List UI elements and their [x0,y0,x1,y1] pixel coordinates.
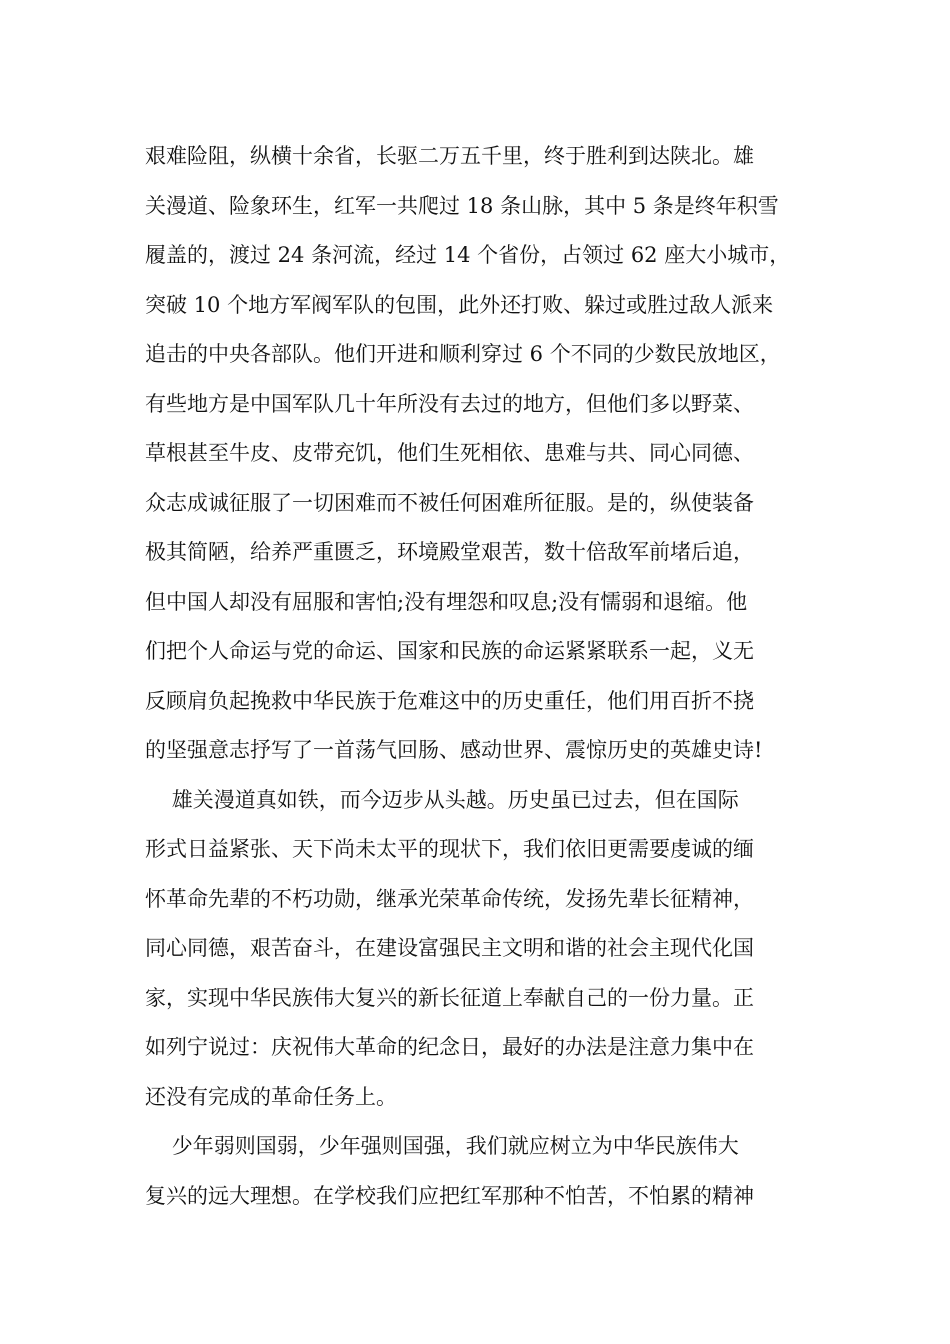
text-line: 还没有完成的革命任务上。 [145,1084,397,1109]
text-line: 履盖的，渡过 24 条河流，经过 14 个省份，占领过 62 座大小城市， [145,243,791,267]
text-line: 关漫道、险象环生，红军一共爬过 18 条山脉，其中 5 条是终年积雪 [145,193,779,218]
text-line: 形式日益紧张、天下尚未太平的现状下，我们依旧更需要虔诚的缅 [145,837,754,861]
text-line: 如列宁说过：庆祝伟大革命的纪念日，最好的办法是注意力集中在 [145,1035,754,1059]
text-line: 同心同德，艰苦奋斗，在建设富强民主文明和谐的社会主现代化国 [145,936,754,960]
text-line: 复兴的远大理想。在学校我们应把红军那种不怕苦，不怕累的精神 [145,1183,754,1208]
paragraph-start-line: 雄关漫道真如铁，而今迈步从头越。历史虽已过去，但在国际 [145,787,739,812]
text-line: 家，实现中华民族伟大复兴的新长征道上奉献自己的一份力量。正 [145,985,754,1010]
text-line: 众志成诚征服了一切困难而不被任何困难所征服。是的，纵使装备 [145,490,754,515]
text-line: 但中国人却没有屈服和害怕;没有埋怨和叹息;没有懦弱和退缩。他 [145,589,748,614]
text-line: 怀革命先辈的不朽功勋，继承光荣革命传统，发扬先辈长征精神， [145,886,754,911]
text-line: 草根甚至牛皮、皮带充饥，他们生死相依、患难与共、同心同德、 [145,441,754,465]
text-line: 有些地方是中国军队几十年所没有去过的地方，但他们多以野菜、 [145,391,754,416]
text-line: 反顾肩负起挽救中华民族于危难这中的历史重任，他们用百折不挠 [145,688,754,713]
text-line: 艰难险阻，纵横十余省，长驱二万五千里，终于胜利到达陕北。雄 [145,144,754,168]
text-line: 追击的中央各部队。他们开进和顺利穿过 6 个不同的少数民放地区， [145,342,781,366]
text-line: 的坚强意志抒写了一首荡气回肠、感动世界、震惊历史的英雄史诗! [145,738,763,762]
text-line: 们把个人命运与党的命运、国家和民族的命运紧紧联系一起，义无 [145,639,754,663]
paragraph-start-line: 少年弱则国弱，少年强则国强，我们就应树立为中华民族伟大 [145,1134,739,1158]
text-line: 极其简陋，给养严重匮乏，环境殿堂艰苦，数十倍敌军前堵后追， [145,540,754,564]
body-text [145,132,810,1221]
text-line: 突破 10 个地方军阀军队的包围，此外还打败、躲过或胜过敌人派来 [145,292,774,317]
